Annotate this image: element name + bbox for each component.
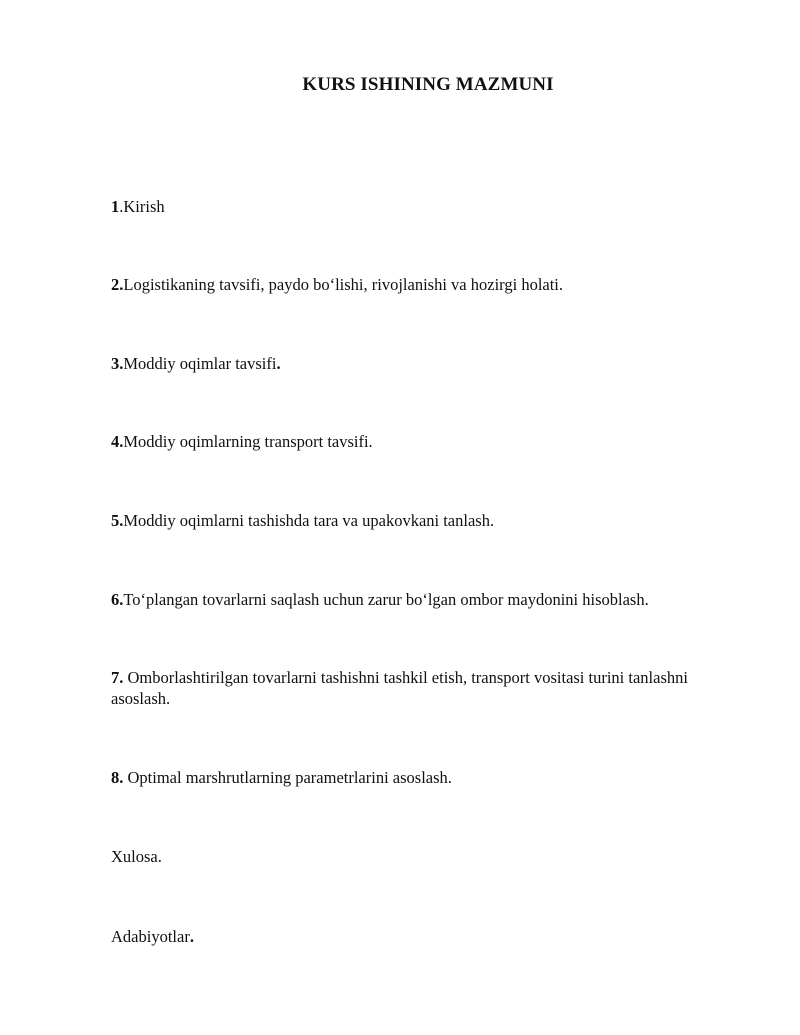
toc-item-transport-organization xyxy=(111,667,701,709)
toc-item-text: Adabiyotlar xyxy=(111,927,190,946)
toc-item-text: Moddiy oqimlar tavsifi xyxy=(123,354,277,373)
toc-item-number: 6. xyxy=(111,590,124,609)
toc-item-text: Moddiy oqimlarni tashishda tara va upakovkani tanlash. xyxy=(123,511,495,530)
toc-item-introduction xyxy=(111,196,711,217)
toc-item-optimal-routes xyxy=(111,767,711,788)
toc-item-number: 1 xyxy=(111,197,120,216)
toc-item-text: Logistikaning tavsifi, paydo bo‘lishi, rivojlanishi va hozirgi holati. xyxy=(123,275,564,294)
toc-item-conclusion xyxy=(111,846,711,867)
toc-item-warehouse-area xyxy=(111,589,751,610)
toc-item-number: 4. xyxy=(111,432,124,451)
toc-item-number: 8. xyxy=(111,768,124,787)
toc-item-number: 2. xyxy=(111,275,124,294)
toc-item-text: Moddiy oqimlarning transport tavsifi. xyxy=(123,432,373,451)
toc-item-number: 7. xyxy=(111,668,124,687)
toc-item-text: .Kirish xyxy=(119,197,165,216)
toc-item-suffix: . xyxy=(189,927,194,946)
toc-item-references xyxy=(111,926,711,947)
toc-item-number: 3. xyxy=(111,354,124,373)
toc-item-text: To‘plangan tovarlarni saqlash uchun zarur bo‘lgan ombor maydonini hisoblash. xyxy=(123,590,649,609)
toc-item-text: Optimal marshrutlarning parametrlarini asoslash. xyxy=(123,768,452,787)
document-title: KURS ISHINING MAZMUNI xyxy=(302,74,554,95)
toc-item-text: Xulosa. xyxy=(111,847,162,866)
toc-item-material-flows xyxy=(111,353,711,374)
toc-item-transport-description xyxy=(111,431,711,452)
toc-item-number: 5. xyxy=(111,511,124,530)
toc-item-suffix: . xyxy=(276,354,281,373)
toc-item-packaging xyxy=(111,510,711,531)
toc-item-text: Omborlashtirilgan tovarlarni tashishni tashkil etish, transport vositasi turini tanlashni asoslash. xyxy=(111,668,688,708)
toc-item-logistics-description xyxy=(111,274,711,295)
